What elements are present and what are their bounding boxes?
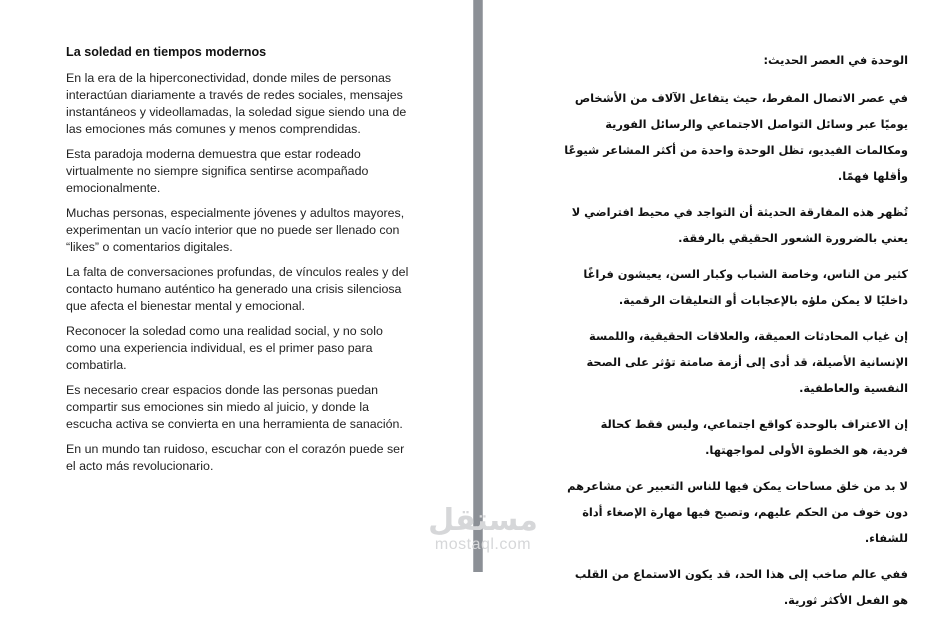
spanish-paragraph-3: Muchas personas, especialmente jóvenes y adultos mayores, experimentan un vacío interior que no puede ser llenado con “likes” o comentarios digitales.: [66, 206, 405, 254]
arabic-paragraph-3: كثير من الناس، وخاصة الشباب وكبار السن، يعيشون فراغًا داخليًا لا يمكن ملؤه بالإعجابات أو التعليقات الرقمية.: [583, 267, 908, 307]
arabic-title: الوحدة في العصر الحديث:: [763, 53, 908, 67]
spanish-page: [0, 0, 473, 572]
spanish-paragraph-1: En la era de la hiperconectividad, donde miles de personas interactúan diariamente a través de redes sociales, mensajes instantáneos y videollamadas, la soledad sigue siendo una de las emociones más comunes y menos comprendidas.: [66, 71, 407, 136]
arabic-paragraph-2: تُظهر هذه المفارقة الحديثة أن التواجد في محيط افتراضي لا يعني بالضرورة الشعور الحقيقي بالرفقة.: [571, 205, 908, 245]
spanish-paragraph-6: Es necesario crear espacios donde las personas puedan compartir sus emociones sin miedo al juicio, y donde la escucha activa se convierta en una herramienta de sanación.: [66, 383, 403, 431]
spanish-text-block: [66, 44, 411, 483]
watermark-arabic-logo: مستقل: [428, 503, 538, 538]
spanish-title: La soledad en tiempos modernos: [66, 45, 267, 59]
arabic-paragraph-1: في عصر الاتصال المفرط، حيث يتفاعل الآلاف من الأشخاص يوميًا عبر وسائل التواصل الاجتماعي والرسائل الفورية ومكالمات الفيديو، تظل الوحدة واحدة من أكثر المشاعر شيوعًا وأقلها فهمًا.: [564, 91, 908, 183]
arabic-paragraph-7: ففي عالم صاخب إلى هذا الحد، قد يكون الاستماع من القلب هو الفعل الأكثر ثورية.: [574, 567, 908, 607]
spanish-paragraph-2: Esta paradoja moderna demuestra que estar rodeado virtualmente no siempre significa sentirse acompañado emocionalmente.: [66, 147, 369, 195]
arabic-paragraph-6: لا بد من خلق مساحات يمكن فيها للناس التعبير عن مشاعرهم دون خوف من الحكم عليهم، وتصبح فيها مهارة الإصغاء أداة للشفاء.: [567, 479, 908, 545]
spanish-paragraph-4: La falta de conversaciones profundas, de vínculos reales y del contacto humano auténtico ha generado una crisis silenciosa que afecta el bienestar mental y emocional.: [66, 265, 409, 313]
arabic-page: [483, 0, 952, 607]
page-divider: [473, 0, 483, 572]
spanish-paragraph-5: Reconocer la soledad como una realidad social, y no solo como una experiencia individual, es el primer paso para combatirla.: [66, 324, 383, 372]
spanish-paragraph-7: En un mundo tan ruidoso, escuchar con el corazón puede ser el acto más revolucionario.: [66, 442, 405, 473]
arabic-paragraph-4: إن غياب المحادثات العميقة، والعلاقات الحقيقية، واللمسة الإنسانية الأصيلة، قد أدى إلى أزمة صامتة تؤثر على الصحة النفسية والعاطفية.: [586, 329, 908, 395]
arabic-paragraph-5: إن الاعتراف بالوحدة كواقع اجتماعي، وليس فقط كحالة فردية، هو الخطوة الأولى لمواجهتها.: [600, 417, 908, 457]
watermark-latin-text: mostaql.com: [434, 536, 532, 553]
arabic-text-block: [563, 47, 908, 623]
